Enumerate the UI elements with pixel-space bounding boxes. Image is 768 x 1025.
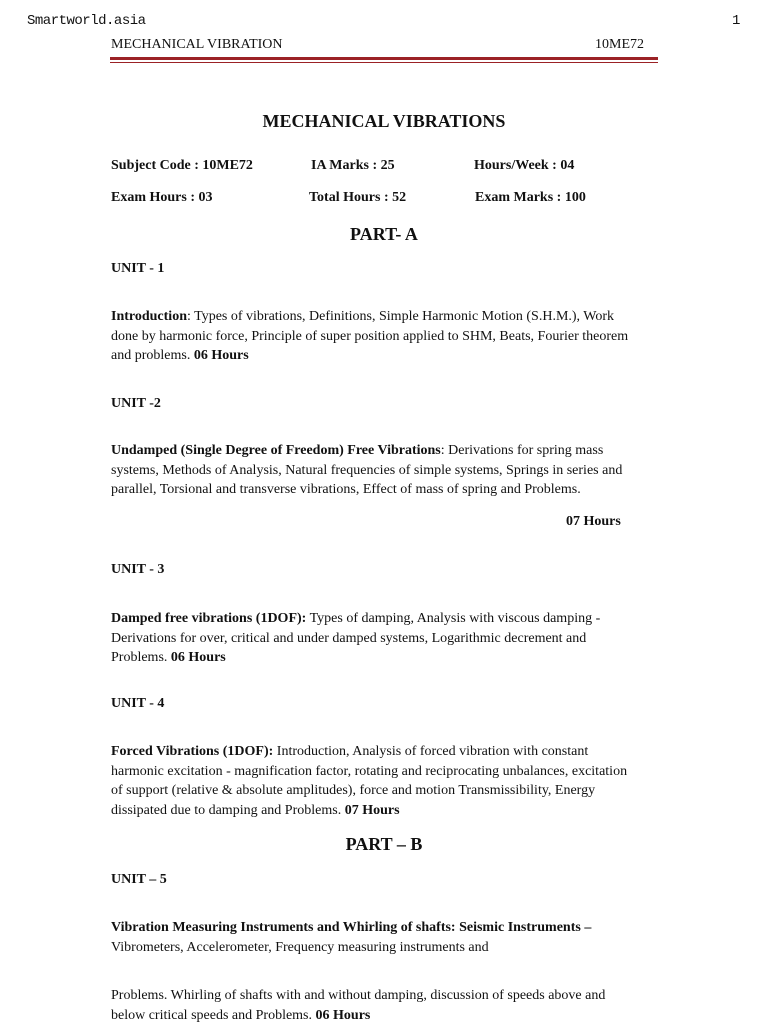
hours-per-week: Hours/Week : 04 [474, 158, 575, 173]
unit-2-hours: 07 Hours [566, 514, 621, 529]
header-rule-thin [110, 62, 658, 63]
unit-5-text: Vibrometers, Accelerometer, Frequency measuring instruments and [111, 939, 489, 955]
unit-4-label: UNIT - 4 [111, 696, 165, 711]
unit-1-label: UNIT - 1 [111, 261, 165, 276]
unit-5-text-cont: Problems. Whirling of shafts with and without damping, discussion of speeds above and below critical speeds and Problems. [111, 988, 606, 1023]
unit-1-hours: 06 Hours [193, 348, 249, 363]
separator: : [440, 443, 449, 458]
total-hours: Total Hours : 52 [309, 190, 407, 205]
header-rule-thick [110, 57, 658, 60]
page-number: 1 [732, 13, 741, 29]
unit-5-description [111, 918, 641, 957]
unit-3-heading: Damped free vibrations (1DOF): [111, 611, 307, 626]
unit-1-description [111, 307, 641, 366]
exam-hours: Exam Hours : 03 [111, 190, 213, 205]
unit-3-hours: 06 Hours [170, 650, 226, 665]
subject-code: Subject Code : 10ME72 [111, 158, 253, 173]
document-title: MECHANICAL VIBRATIONS [262, 111, 506, 131]
unit-5-description-cont [111, 986, 641, 1025]
separator: : [186, 309, 195, 324]
ia-marks: IA Marks : 25 [311, 158, 395, 173]
exam-marks: Exam Marks : 100 [475, 190, 586, 205]
unit-3-text: Types of damping, Analysis with viscous damping - Derivations for over, critical and under damped systems, Logarithmic decrement and Problems. [111, 611, 601, 665]
header-code: 10ME72 [595, 37, 644, 52]
unit-5-heading: Vibration Measuring Instruments and Whirling of shafts: Seismic Instruments – [111, 920, 592, 935]
part-a-heading: PART- A [350, 224, 418, 244]
unit-2-label: UNIT -2 [111, 396, 161, 411]
unit-2-text: Derivations for spring mass systems, Methods of Analysis, Natural frequencies of simple systems, Springs in series and parallel, Torsional and transverse vibrations, Effect of mass of spring and Problems. [111, 443, 623, 497]
unit-3-label: UNIT - 3 [111, 562, 165, 577]
unit-5-hours: 06 Hours [315, 1007, 371, 1023]
unit-4-heading: Forced Vibrations (1DOF): [111, 744, 274, 759]
site-watermark: Smartworld.asia [27, 13, 146, 29]
unit-4-text: Introduction, Analysis of forced vibration with constant harmonic excitation - magnification factor, rotating and reciprocating unbalances, excitation of support (relative & absolute amplitudes), force and motion Transmissibility, Energy dissipated due to damping and Problems. [111, 744, 628, 818]
part-b-heading: PART – B [345, 834, 423, 854]
header-subject: MECHANICAL VIBRATION [111, 37, 283, 52]
unit-4-hours: 07 Hours [344, 802, 400, 818]
unit-2-heading: Undamped (Single Degree of Freedom) Free Vibrations [111, 443, 441, 458]
unit-2-description [111, 441, 641, 500]
unit-3-description [111, 609, 641, 668]
unit-4-description [111, 742, 641, 820]
unit-5-label: UNIT – 5 [111, 872, 167, 887]
unit-1-heading: Introduction [111, 309, 187, 324]
unit-1-text: Types of vibrations, Definitions, Simple Harmonic Motion (S.H.M.), Work done by harmonic force, Principle of super position applied to SHM, Beats, Fourier theorem and problems. [111, 309, 629, 363]
